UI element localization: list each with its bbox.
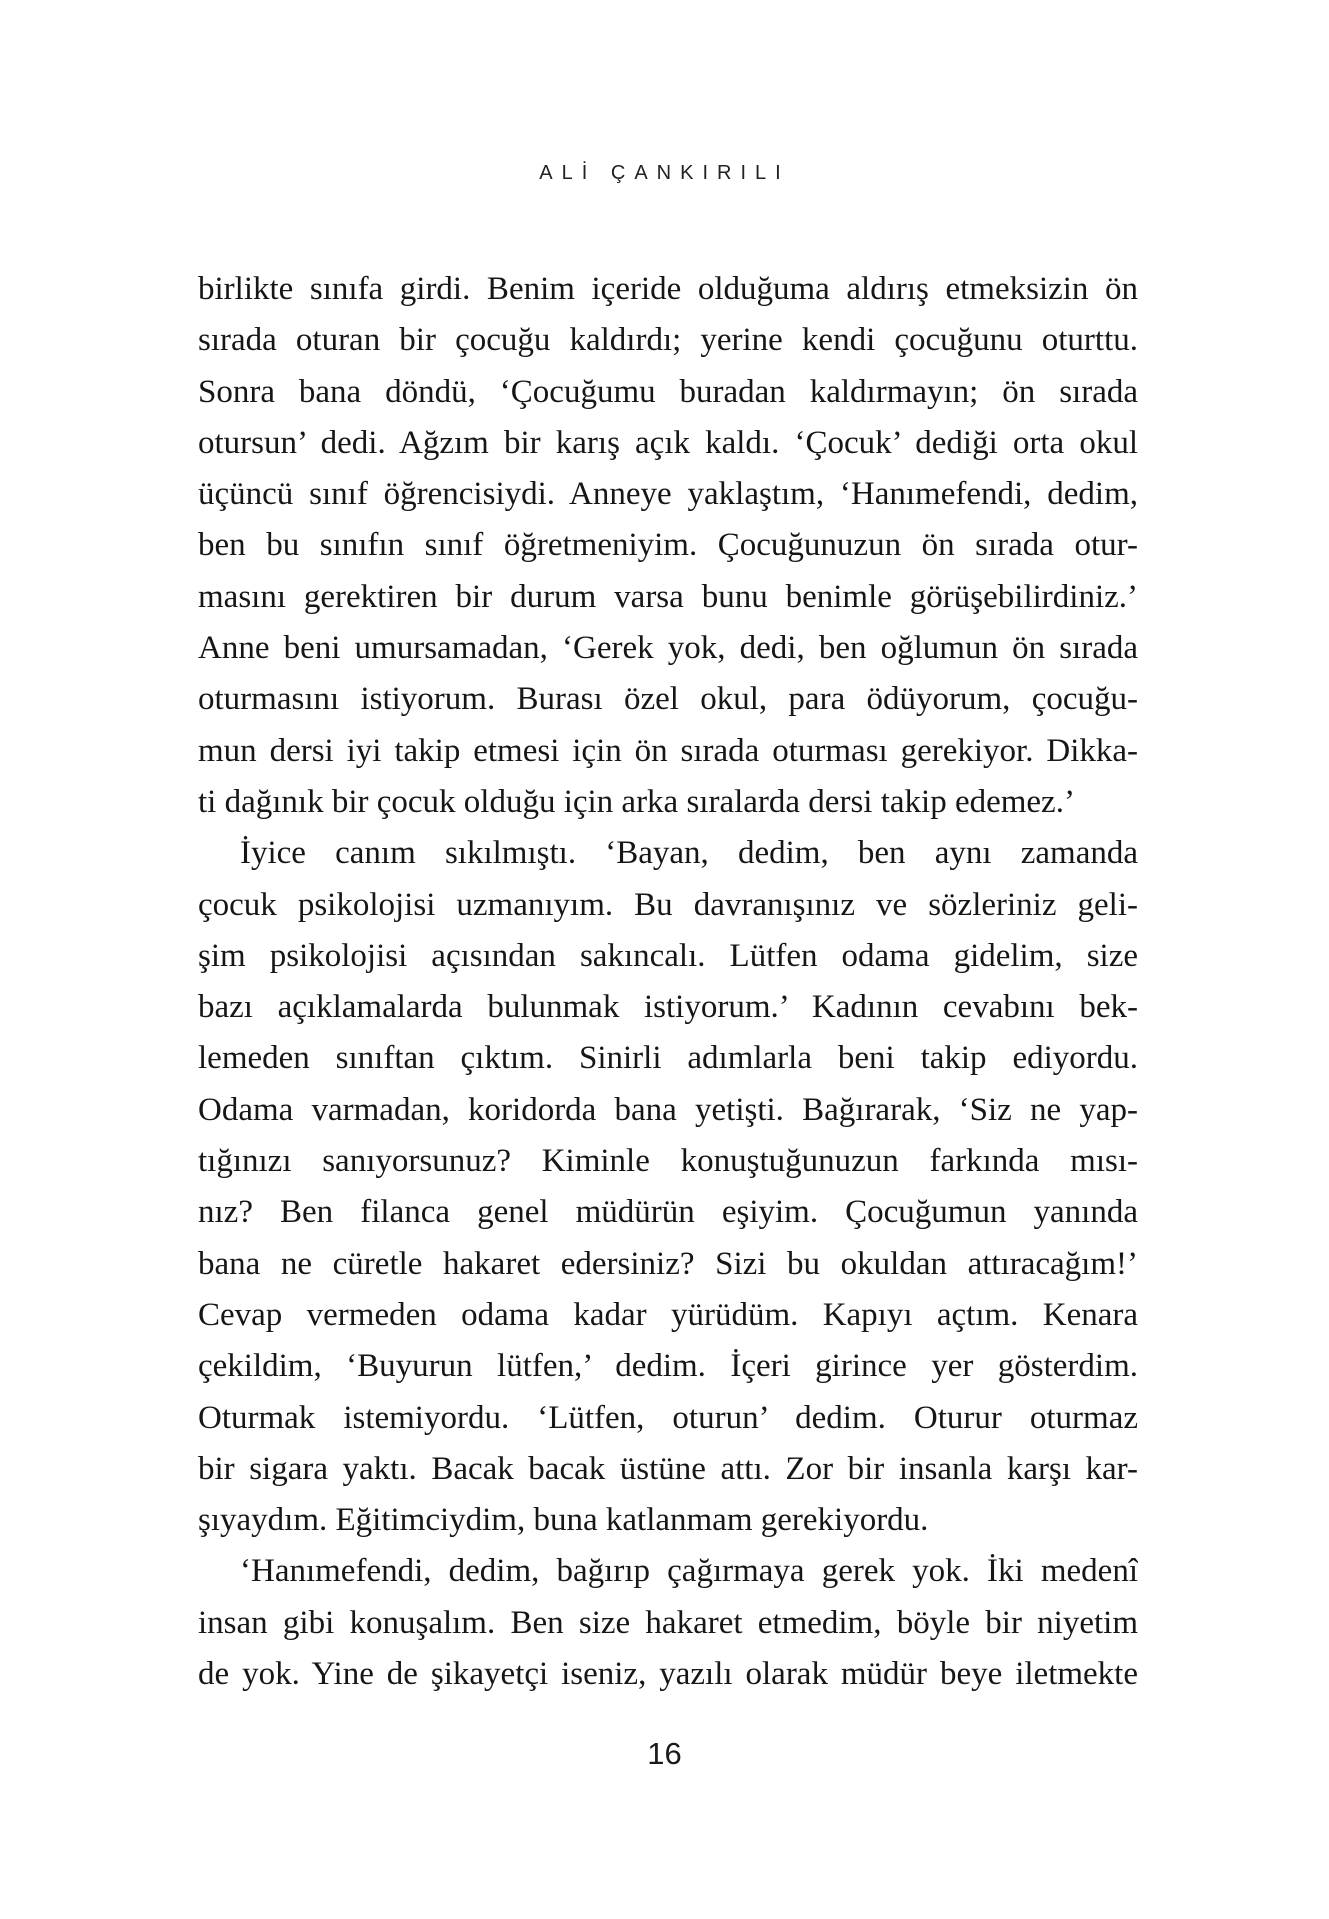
text-line: İyice canım sıkılmıştı. ‘Bayan, dedim, ben aynı zamanda (240, 835, 1138, 872)
text-line: bazı açıklamalarda bulunmak istiyorum.’ Kadının cevabını bek- (198, 989, 1138, 1026)
text-line: ti dağınık bir çocuk olduğu için arka sıralarda dersi takip edemez.’ (198, 783, 1075, 820)
text-line: şıyaydım. Eğitimciydim, buna katlanmam gerekiyordu. (198, 1502, 929, 1539)
text-line: ‘Hanımefendi, dedim, bağırıp çağırmaya gerek yok. İki medenî (240, 1553, 1138, 1590)
text-line: masını gerektiren bir durum varsa bunu benimle görüşebilirdiniz.’ (198, 578, 1138, 615)
body-text (198, 264, 1138, 1700)
text-line: tığınızı sanıyorsunuz? Kiminle konuştuğunuzun farkında mısı- (198, 1143, 1138, 1180)
text-line: birlikte sınıfa girdi. Benim içeride olduğuma aldırış etmeksizin ön (198, 271, 1138, 307)
text-line: ben bu sınıfın sınıf öğretmeniyim. Çocuğunuzun ön sırada otur- (198, 527, 1138, 564)
text-line: otursun’ dedi. Ağzım bir karış açık kaldı. ‘Çocuk’ dediği orta okul (198, 424, 1138, 461)
text-line: sırada oturan bir çocuğu kaldırdı; yerine kendi çocuğunu oturttu. (198, 322, 1138, 359)
text-line: çocuk psikolojisi uzmanıyım. Bu davranışınız ve sözleriniz geli- (198, 886, 1138, 923)
text-line: Sonra bana döndü, ‘Çocuğumu buradan kaldırmayın; ön sırada (198, 373, 1138, 410)
text-line: Cevap vermeden odama kadar yürüdüm. Kapıyı açtım. Kenara (198, 1296, 1138, 1333)
text-line: bana ne cüretle hakaret edersiniz? Sizi bu okuldan attıracağım!’ (198, 1245, 1138, 1282)
text-line: nız? Ben filanca genel müdürün eşiyim. Çocuğumun yanında (198, 1194, 1138, 1231)
paragraph (198, 1546, 1138, 1700)
text-line: Oturmak istemiyordu. ‘Lütfen, oturun’ dedim. Oturur oturmaz (198, 1399, 1138, 1436)
page-number: 16 (647, 1736, 682, 1771)
text-line: insan gibi konuşalım. Ben size hakaret etmedim, böyle bir niyetim (198, 1604, 1138, 1641)
text-line: üçüncü sınıf öğrencisiydi. Anneye yaklaştım, ‘Hanımefendi, dedim, (198, 476, 1138, 513)
text-line: Odama varmadan, koridorda bana yetişti. Bağırarak, ‘Siz ne yap- (198, 1091, 1138, 1128)
text-line: oturmasını istiyorum. Burası özel okul, para ödüyorum, çocuğu- (198, 681, 1138, 718)
text-line: Anne beni umursamadan, ‘Gerek yok, dedi, ben oğlumun ön sırada (198, 630, 1138, 667)
text-line: lemeden sınıftan çıktım. Sinirli adımlarla beni takip ediyordu. (198, 1040, 1138, 1077)
text-line: de yok. Yine de şikayetçi iseniz, yazılı olarak müdür beye iletmekte (198, 1656, 1138, 1693)
text-line: mun dersi iyi takip etmesi için ön sırada oturması gerekiyor. Dikka- (198, 732, 1138, 769)
paragraph (198, 828, 1138, 1546)
text-line: şim psikolojisi açısından sakıncalı. Lütfen odama gidelim, size (198, 937, 1138, 974)
text-line: bir sigara yaktı. Bacak bacak üstüne attı. Zor bir insanla karşı kar- (198, 1450, 1138, 1487)
paragraph (198, 264, 1138, 828)
text-line: çekildim, ‘Buyurun lütfen,’ dedim. İçeri girince yer gösterdim. (198, 1348, 1138, 1385)
running-head: ALİ ÇANKIRILI (539, 162, 790, 184)
